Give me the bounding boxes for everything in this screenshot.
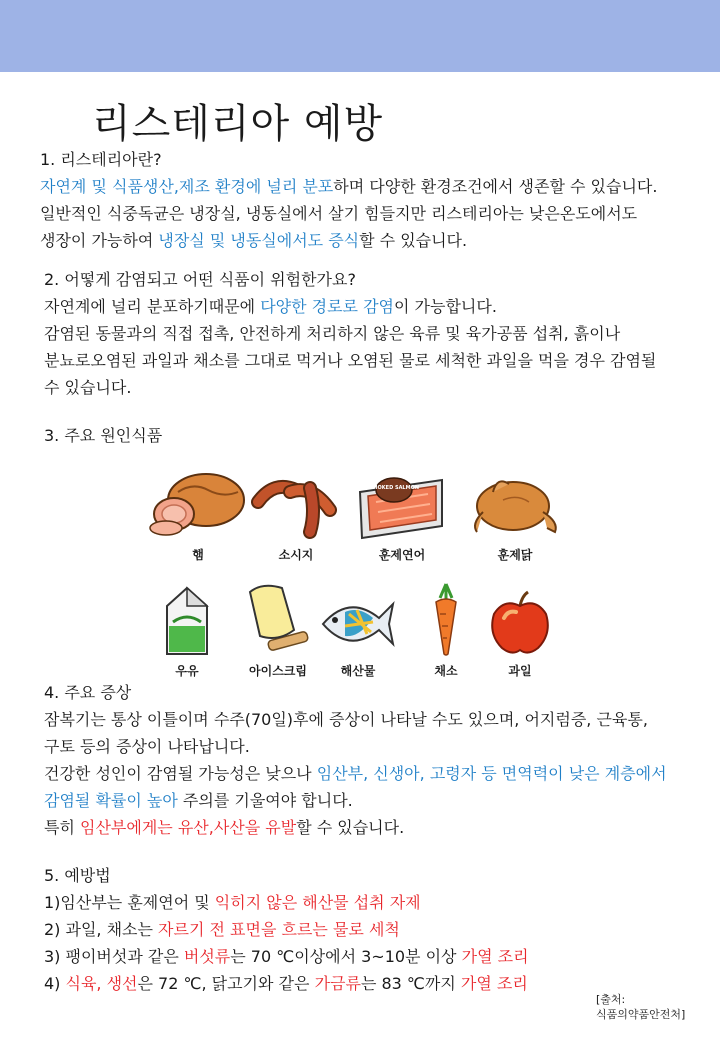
warning-text: 버섯류 [183,947,231,966]
text: 특히 [44,818,80,837]
text: 자연계에 널리 분포하기때문에 [44,297,261,316]
source-line: 식품의약품안전처] [596,1008,686,1021]
food-milk [156,582,218,679]
text: 하며 다양한 환경조건에서 생존할 수 있습니다. [333,177,658,196]
text: 4) [44,974,66,993]
text: 주의를 기울여야 합니다. [177,791,353,810]
food-label: 과일 [508,664,532,678]
ham-icon [148,462,248,542]
source-citation [596,992,685,1022]
warning-text: 가열 조리 [460,974,528,993]
warning-text: 임산부에게는 유산,사산을 유발 [80,818,297,837]
section-heading: 2. 어떻게 감염되고 어떤 식품이 위험한가요? [44,270,356,289]
food-fruit [484,590,556,679]
paragraph-line [44,760,709,787]
food-smoked-chicken [462,462,568,563]
food-seafood [318,588,398,679]
milk-carton-icon [159,582,215,658]
source-line: [출처: [596,993,626,1006]
food-sausage [248,462,344,563]
text: 할 수 있습니다. [359,231,468,250]
prevention-item [44,916,709,943]
roast-chicken-icon [463,462,567,542]
paragraph-line: 분뇨로오염된 과일과 채소를 그대로 먹거나 오염된 물로 세척한 과일을 먹을 경우 감염될 [44,351,657,370]
food-label: 채소 [434,664,458,678]
paragraph-line: 잠복기는 통상 이틀이며 수주(70일)후에 증상이 나타날 수도 있으며, 어지럼증, 근육통, [44,710,648,729]
warning-text: 가금류 [314,974,361,993]
warning-text: 가열 조리 [461,947,529,966]
ice-cream-bar-icon [238,580,318,658]
paragraph-line [44,787,709,814]
smoked-salmon-icon [354,462,450,542]
warning-text: 식육, 생선 [65,974,138,993]
text: 건강한 성인이 감염될 가능성은 낮으나 [44,764,317,783]
section-symptoms [44,679,709,841]
food-label: 훈제연어 [378,548,426,562]
paragraph-line [40,227,705,254]
food-label: 소시지 [278,548,314,562]
food-label: 훈제닭 [497,548,533,562]
paragraph-line: 수 있습니다. [44,378,132,397]
paragraph-line [40,173,705,200]
section-infection [44,266,709,401]
food-label: 아이스크림 [249,664,307,678]
section-heading: 1. 리스테리아란? [40,150,162,169]
paragraph-line: 감염된 동물과의 직접 접촉, 안전하게 처리하지 않은 육류 및 육가공품 섭취, 흙이나 [44,324,621,343]
highlight-text: 임산부, 신생아, 고령자 등 면역력이 낮은 계층에서 [316,764,667,783]
food-ham [146,462,250,563]
paragraph-line: 구토 등의 증상이 나타납니다. [44,737,250,756]
text: 는 70 ℃이상에서 3~10분 이상 [230,947,462,966]
text: 3) 팽이버섯과 같은 [44,947,184,966]
text: 이 가능합니다. [394,297,497,316]
text: 은 72 ℃, 닭고기와 같은 [137,974,315,993]
carrot-icon [426,580,466,658]
prevention-item [44,943,709,970]
text: 할 수 있습니다. [296,818,405,837]
apple-icon [486,590,554,658]
section-what-is-listeria [40,146,705,254]
section-heading: 5. 예방법 [44,866,111,885]
paragraph-line [44,814,709,841]
warning-text: 익히지 않은 해산물 섭취 자제 [214,893,421,912]
warning-text: 자르기 전 표면을 흐르는 물로 세척 [158,920,400,939]
prevention-item [44,889,709,916]
page-title: 리스테리아 예방 [92,101,384,147]
text: 1)임산부는 훈제연어 및 [44,893,215,912]
food-label: 햄 [192,548,204,562]
section-prevention [44,862,709,997]
food-smoked-salmon [352,462,452,563]
sausage-icon [250,462,342,542]
text: 2) 과일, 채소는 [44,920,159,939]
section-heading: 4. 주요 증상 [44,683,132,702]
food-label: 해산물 [340,664,376,678]
text: 생장이 가능하여 [40,231,159,250]
header-band [0,0,720,72]
food-vegetable [424,580,468,679]
highlight-text: 감염될 확률이 높아 [44,791,178,810]
text: 는 83 ℃까지 [360,974,461,993]
highlight-text: 자연계 및 식품생산,제조 환경에 널리 분포 [40,177,334,196]
highlight-text: 다양한 경로로 감염 [260,297,395,316]
fish-icon [319,588,397,658]
food-label: 우유 [175,664,199,678]
section-foods [44,422,709,449]
food-ice-cream [236,580,320,679]
salmon-label: SMOKED SALMON [368,485,420,491]
paragraph-line [44,293,709,320]
paragraph-line: 일반적인 식중독균은 냉장실, 냉동실에서 살기 힘들지만 리스테리아는 낮은온도에서도 [40,204,638,223]
highlight-text: 냉장실 및 냉동실에서도 증식 [158,231,360,250]
section-heading: 3. 주요 원인식품 [44,426,163,445]
